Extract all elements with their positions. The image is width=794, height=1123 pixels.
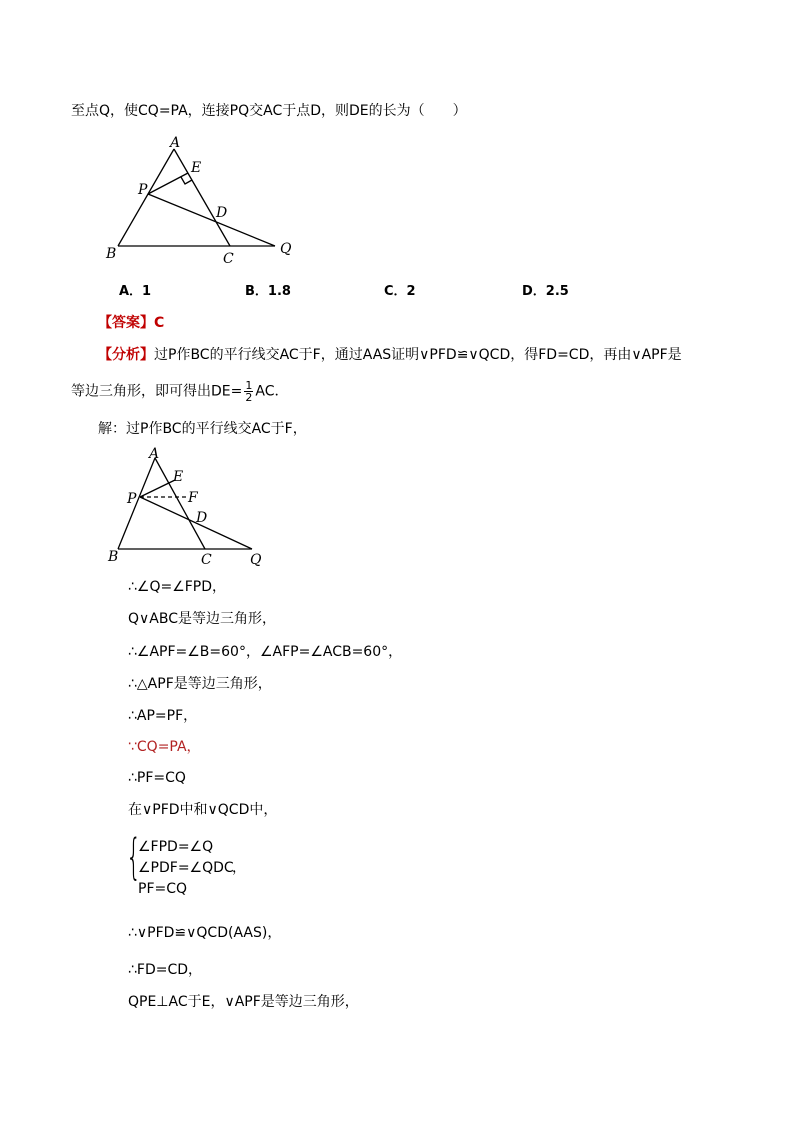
system-brace: { — [126, 829, 142, 885]
label-b: B — [108, 549, 119, 565]
option-c[interactable]: C．2 — [384, 284, 416, 299]
step-6: ∵CQ=PA， — [128, 739, 201, 755]
label-q: Q — [250, 552, 262, 568]
option-d[interactable]: D．2.5 — [522, 284, 569, 299]
label-c: C — [201, 552, 212, 568]
solution-intro: 解：过P作BC的平行线交AC于F， — [98, 421, 307, 437]
option-b[interactable]: B．1.8 — [245, 284, 291, 299]
label-p: P — [138, 182, 148, 198]
label-a: A — [149, 446, 160, 462]
answer-label: 【答案】 — [98, 315, 154, 331]
edge-ac — [174, 149, 230, 246]
question-text: 至点Q，使CQ=PA，连接PQ交AC于点D，则DE的长为（ ） — [71, 103, 467, 119]
step-1: ∴∠Q=∠FPD， — [128, 579, 227, 595]
label-a: A — [170, 135, 181, 151]
label-d: D — [216, 205, 228, 221]
analysis-text-2b: AC． — [255, 383, 289, 400]
label-e: E — [191, 160, 202, 176]
system-eq-1: ∠FPD=∠Q — [138, 839, 214, 855]
fraction-numerator: 1 — [245, 379, 253, 392]
label-q: Q — [280, 241, 292, 257]
step-3: ∴∠APF=∠B=60°，∠AFP=∠ACB=60°， — [128, 644, 403, 660]
step-4: ∴△APF是等边三角形， — [128, 676, 272, 692]
analysis-label: 【分析】 — [98, 347, 154, 363]
step-10: ∴FD=CD， — [128, 962, 203, 978]
answer-value: C — [154, 315, 165, 331]
step-5: ∴AP=PF， — [128, 708, 198, 724]
answer-line — [98, 314, 164, 332]
fraction-half — [244, 380, 253, 403]
system-eq-3: PF=CQ — [138, 881, 188, 897]
step-9: ∴∨PFD≌∨QCD(AAS)， — [128, 925, 282, 941]
label-c: C — [223, 251, 234, 267]
label-p: P — [127, 491, 137, 507]
label-f: F — [188, 490, 198, 506]
system-eq-2: ∠PDF=∠QDC — [138, 860, 234, 876]
system-tail: ， — [232, 860, 246, 876]
analysis-line-2 — [71, 380, 288, 403]
analysis-line-1 — [98, 346, 682, 364]
segment-pq — [148, 194, 275, 246]
analysis-text-1: 过P作BC的平行线交AC于F，通过AAS证明∨PFD≌∨QCD，得FD=CD，再由∨APF是 — [154, 347, 682, 363]
figure-triangle-2 — [100, 444, 280, 569]
label-d: D — [196, 510, 208, 526]
label-e: E — [173, 469, 184, 485]
figure-triangle-1 — [100, 132, 300, 267]
step-11: QPE⊥AC于E，∨APF是等边三角形， — [128, 994, 359, 1010]
edge-ab — [118, 458, 155, 549]
option-a[interactable]: A．1 — [119, 284, 152, 299]
fraction-denominator: 2 — [245, 391, 253, 404]
step-2: Q∨ABC是等边三角形， — [128, 611, 276, 627]
analysis-text-2a: 等边三角形，即可得出DE= — [71, 383, 243, 400]
step-7: ∴PF=CQ — [128, 770, 186, 786]
label-b: B — [106, 246, 117, 262]
step-8: 在∨PFD中和∨QCD中， — [128, 802, 278, 818]
